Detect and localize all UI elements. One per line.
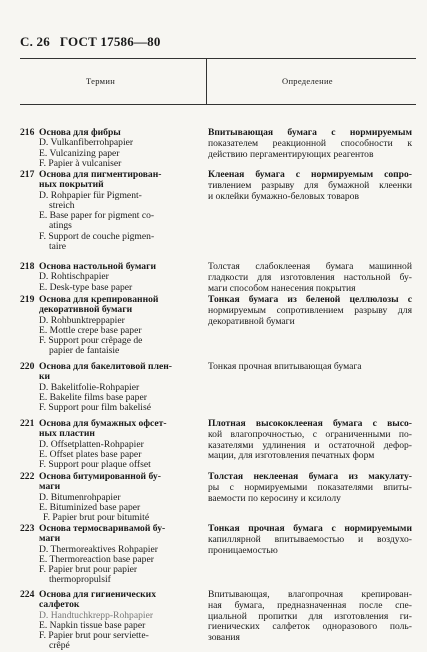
term-cell: [20, 472, 200, 523]
term-en: E. Napkin tissue base paper: [39, 619, 146, 631]
entry-number: 219: [20, 294, 35, 305]
definition-line: капиллярной впитываемостью и воздухо-: [208, 533, 412, 545]
entry-number: 223: [20, 523, 35, 534]
definition-line: показателем реакционной способности к: [208, 137, 412, 149]
term-de: D. Bitumenrohpapier: [39, 491, 121, 503]
term-ru-continued: ки: [39, 371, 51, 383]
entry-number: 216: [20, 127, 35, 138]
definition-cell: [208, 128, 412, 160]
column-header-term: Термин: [86, 76, 116, 86]
term-de: D. Rohpapier für Pigment-: [39, 189, 142, 201]
table-top-rule: [20, 58, 416, 59]
column-header-definition: Определение: [282, 76, 333, 86]
term-en: E. Mottle crepe base paper: [39, 324, 142, 336]
definition-line: ры с нормируемыми показателями впиты-: [208, 481, 412, 493]
definition-line: Впитывающая бумага с нормируемым: [208, 127, 412, 138]
term-ru-continued: ных пластин: [39, 428, 95, 440]
term-de-continued: streich: [49, 199, 75, 211]
term-fr: F. Support de couche pigmen-: [39, 230, 155, 242]
page-header: [20, 34, 161, 50]
term-de: D. Bakelitfolie-Rohpapier: [39, 381, 140, 393]
term-cell: [20, 128, 200, 169]
definition-line: Впитывающая, влагопрочная крепирован-: [208, 589, 412, 600]
term-de: D. Handtuchkrepp-Rohpapier: [39, 609, 154, 621]
term-de: D. Vulkanfiberrohpapier: [39, 137, 134, 149]
term-cell: [20, 419, 200, 470]
definition-line: гиенических салфеток одноразового поль-: [208, 621, 412, 633]
definition-line: и оклейки бумажно-беловых товаров: [208, 190, 359, 202]
definition-line: кой влагопрочностью, с ограниченными по-: [208, 428, 412, 440]
term-cell: [20, 590, 200, 652]
term-ru: Основа для бакелитовой плен-: [39, 361, 172, 372]
term-cell: [20, 362, 200, 413]
entry-number: 221: [20, 418, 35, 429]
term-fr: F. Papier brut pour bitumité: [43, 512, 150, 524]
definition-cell: [208, 419, 412, 462]
term-fr-continued: taire: [49, 241, 67, 253]
term-ru-continued: ных покрытий: [39, 179, 104, 191]
term-en: E. Vulcanizing paper: [39, 147, 120, 159]
term-cell: [20, 170, 200, 252]
definition-line: циальной пропитки для изготовления ги-: [208, 610, 412, 622]
term-ru-continued: маги: [39, 533, 61, 545]
definition-line: гладкости для изготовления настольной бу-: [208, 271, 412, 283]
term-fr-continued: thermopropulsif: [49, 574, 111, 586]
term-cell: [20, 524, 200, 586]
term-fr: F. Support pour crêpage de: [39, 335, 143, 347]
definition-line: Плотная высококлееная бумага с высо-: [208, 418, 412, 429]
term-ru-continued: салфеток: [39, 599, 80, 611]
term-en: E. Desk-type base paper: [39, 281, 133, 293]
definition-cell: [208, 524, 412, 556]
definition-line: действию пергаментирующих реагентов: [208, 148, 374, 160]
definition-line: Клееная бумага с нормируемым сопро-: [208, 169, 412, 180]
term-ru: Основа для пигментирован-: [39, 169, 162, 180]
definition-cell: [208, 262, 412, 294]
entry-number: 222: [20, 471, 35, 482]
terms-table: [20, 58, 416, 652]
page-number: С. 26: [20, 34, 50, 49]
definition-line: декоративной бумаги: [208, 315, 295, 327]
term-fr: F. Papier brut pour papier: [39, 564, 138, 576]
term-fr: F. Papier brut pour serviette-: [39, 630, 149, 642]
term-ru: Основа битумированной бу-: [39, 471, 161, 482]
term-ru: Основа для гигиенических: [39, 589, 156, 600]
term-cell: [20, 295, 200, 357]
table-header-rule: [20, 104, 416, 105]
term-en: E. Offset plates base paper: [39, 448, 142, 460]
definition-line: Толстая слабоклееная бумага машинной: [208, 261, 412, 272]
entry-number: 218: [20, 261, 35, 272]
definition-line: Толстая неклееная бумага из макулату-: [208, 471, 412, 482]
definition-line: ваемости по керосину и ксилолу: [208, 492, 341, 504]
column-divider: [206, 58, 207, 104]
definition-line: Тонкая прочная бумага с нормируемыми: [208, 523, 412, 534]
term-ru: Основа для бумажных офсет-: [39, 418, 167, 429]
term-ru: Основа для крепированной: [39, 294, 159, 305]
term-de: D. Thermoreaktives Rohpapier: [39, 543, 158, 555]
entry-number: 217: [20, 169, 35, 180]
definition-cell: [208, 362, 412, 373]
term-ru: Основа настольной бумаги: [39, 261, 156, 272]
term-ru-continued: декоративной бумаги: [39, 304, 133, 316]
term-ru: Основа термосваривамой бу-: [39, 523, 166, 534]
term-de: D. Offsetplatten-Rohpapier: [39, 438, 144, 450]
definition-line: маги способом нанесения покрытия: [208, 282, 356, 294]
definition-cell: [208, 170, 412, 202]
definition-line: Тонкая бумага из беленой целлюлозы с: [208, 294, 412, 305]
definition-line: зования: [208, 632, 240, 644]
term-en: E. Thermoreaction base paper: [39, 553, 154, 565]
definition-line: нормируемым сопротивлением разрыву для: [208, 304, 412, 316]
term-ru-continued: маги: [39, 481, 61, 493]
term-cell: [20, 262, 200, 293]
term-fr-continued: papier de fantaisie: [49, 345, 120, 357]
definition-line: тивлением разрыву для бумажной клеенки: [208, 179, 412, 191]
definition-line: мации, для изготовления печатных форм: [208, 450, 375, 462]
term-en-continued: atings: [49, 220, 72, 232]
term-fr: F. Support pour plaque offset: [39, 459, 151, 471]
term-fr: F. Support pour film bakelisé: [39, 402, 151, 414]
term-fr: F. Papier à vulcaniser: [39, 157, 122, 169]
standard-title: ГОСТ 17586—80: [59, 34, 161, 49]
term-en: E. Bituminized base paper: [39, 501, 141, 513]
definition-cell: [208, 472, 412, 504]
term-fr-continued: crêpé: [49, 640, 70, 652]
definition-line: казателями удлинения и остаточной дефор-: [208, 439, 412, 451]
definition-cell: [208, 295, 412, 327]
entry-number: 224: [20, 589, 35, 600]
definition-line: ная бумага, предназначенная после спе-: [208, 599, 412, 611]
term-ru: Основа для фибры: [39, 127, 121, 138]
term-de: D. Rohbunktreppapier: [39, 314, 125, 326]
term-de: D. Rohtischpapier: [39, 271, 109, 283]
term-en: E. Bakelite films base paper: [39, 391, 147, 403]
definition-line: Тонкая прочная впитывающая бумага: [208, 361, 362, 372]
entry-number: 220: [20, 361, 35, 372]
term-en: E. Base paper for pigment co-: [39, 210, 155, 222]
definition-line: проницаемостью: [208, 544, 278, 556]
